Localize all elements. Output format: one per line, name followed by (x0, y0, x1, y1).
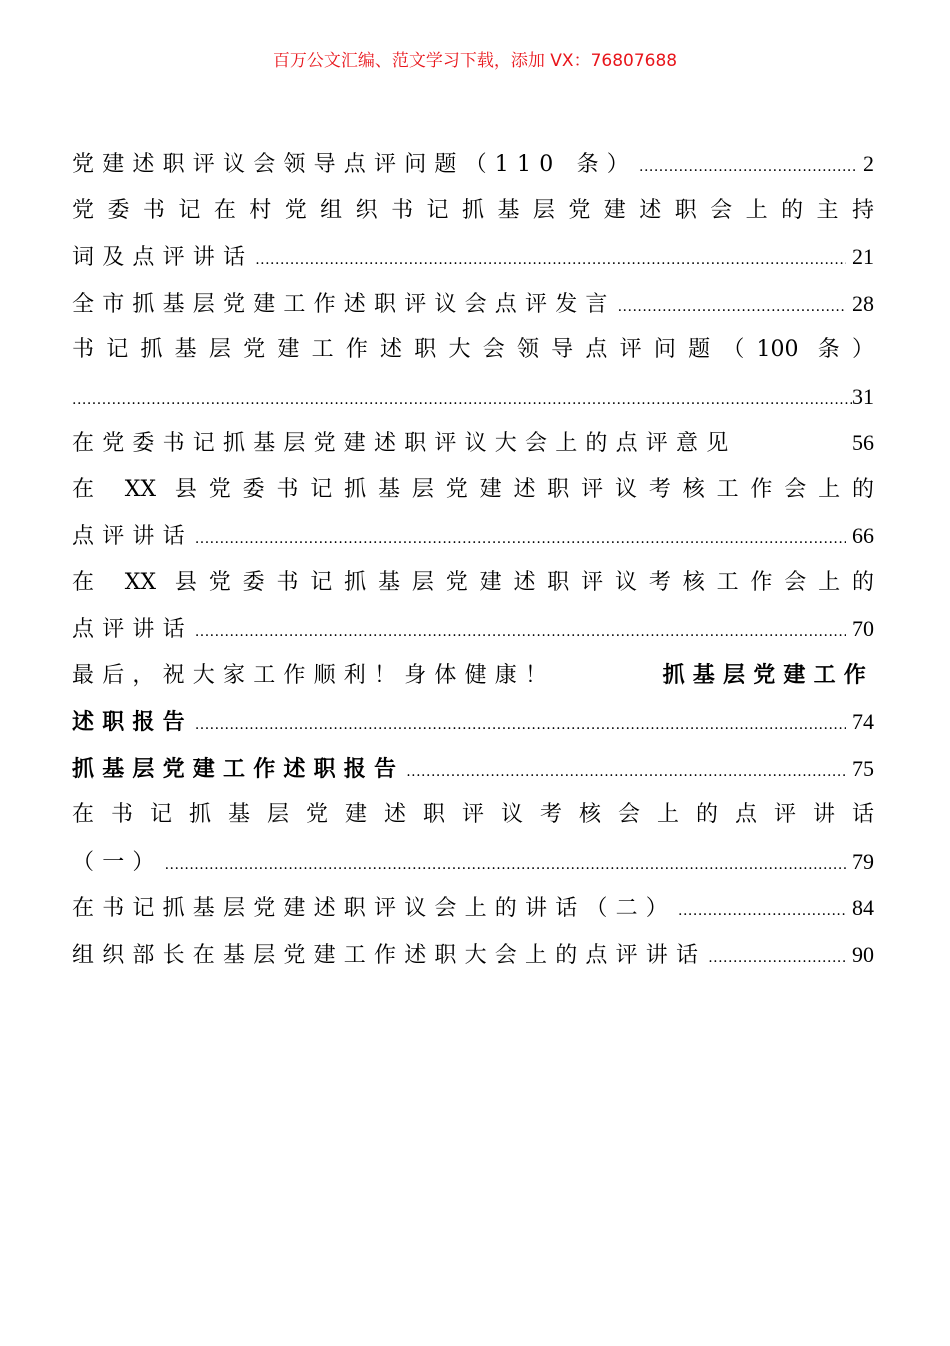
toc-entry-title: 在书记抓基层党建述职评议会上的讲话（二） (72, 896, 677, 921)
toc-entry-title: 在 XX 县党委书记抓基层党建述职评议考核工作会上的 (72, 476, 874, 502)
toc-entry[interactable] (72, 746, 874, 793)
toc-entry-title-bold: 抓基层党建工作 (662, 662, 874, 688)
table-of-contents (72, 141, 874, 978)
toc-leader-dots (165, 842, 846, 889)
toc-page-number: 28 (852, 290, 874, 316)
toc-entry-title: 词及点评讲话 (72, 245, 254, 270)
toc-entry[interactable] (72, 141, 874, 188)
toc-entry-title: 在书记抓基层党建述职评议考核会上的点评讲话 (72, 802, 874, 827)
toc-entry-title: 组织部长在基层党建工作述职大会上的点评讲话 (72, 942, 707, 968)
toc-leader-dots (639, 144, 857, 191)
toc-entry-continuation[interactable] (72, 513, 874, 560)
toc-entry[interactable] (72, 560, 874, 607)
toc-entry-continuation[interactable] (72, 234, 874, 281)
toc-page-number: 2 (863, 151, 874, 176)
toc-entry-title: 党委书记在村党组织书记抓基层党建述职会上的主持 (72, 197, 874, 223)
watermark-header: 百万公文汇编、范文学习下载，添加 VX：76807688 (272, 51, 678, 71)
toc-entry-title: （一） (72, 849, 163, 875)
toc-entry-continuation[interactable] (72, 606, 874, 653)
toc-entry-continuation[interactable] (72, 839, 874, 886)
toc-page-number: 74 (852, 709, 874, 734)
toc-page-number: 84 (852, 895, 874, 920)
toc-page-number: 90 (852, 941, 874, 967)
toc-entry[interactable] (72, 885, 874, 932)
toc-page-number: 56 (852, 430, 874, 455)
toc-entry-title-bold: 抓基层党建工作述职报告 (72, 756, 405, 782)
toc-entry-continuation[interactable] (72, 699, 874, 746)
toc-entry-title: 在 XX 县党委书记抓基层党建述职评议考核工作会上的 (72, 569, 874, 595)
toc-entry[interactable] (72, 792, 874, 839)
toc-leader-dots (72, 377, 852, 424)
toc-leader-dots (618, 284, 846, 331)
toc-entry[interactable] (72, 327, 874, 374)
toc-entry-title-bold: 述职报告 (72, 710, 193, 735)
toc-page-number: 79 (852, 848, 874, 874)
toc-entry-title: 点评讲话 (72, 524, 193, 549)
toc-page-number: 75 (852, 755, 874, 781)
toc-entry-title: 党建述职评议会领导点评问题（110 条） (72, 152, 637, 177)
toc-entry-title: 点评讲话 (72, 617, 193, 642)
toc-leader-dots (195, 516, 846, 563)
toc-entry[interactable] (72, 653, 874, 700)
toc-entry-title: 全市抓基层党建工作述职评议会点评发言 (72, 291, 616, 317)
toc-entry[interactable] (72, 188, 874, 235)
toc-leader-dots (255, 237, 846, 284)
toc-entry[interactable] (72, 932, 874, 979)
toc-entry[interactable] (72, 281, 874, 328)
toc-leader-dots (678, 888, 846, 935)
toc-page-number: 31 (852, 383, 874, 409)
toc-entry-title: 最后，祝大家工作顺利！身体健康！ (72, 662, 556, 688)
toc-leader-dots (195, 702, 846, 749)
toc-leader-dots (195, 609, 846, 656)
toc-entry-title: 书记抓基层党建工作述职大会领导点评问题（100 条） (72, 337, 874, 362)
toc-entry[interactable] (72, 467, 874, 514)
toc-leader-dots (708, 935, 846, 982)
toc-entry[interactable] (72, 420, 874, 467)
toc-page-number: 21 (852, 244, 874, 269)
toc-page-number: 66 (852, 523, 874, 548)
toc-entry-title: 在党委书记抓基层党建述职评议大会上的点评意见 (72, 431, 737, 456)
toc-entry-continuation[interactable] (72, 374, 874, 421)
toc-page-number: 70 (852, 616, 874, 641)
toc-leader-dots (406, 749, 846, 796)
